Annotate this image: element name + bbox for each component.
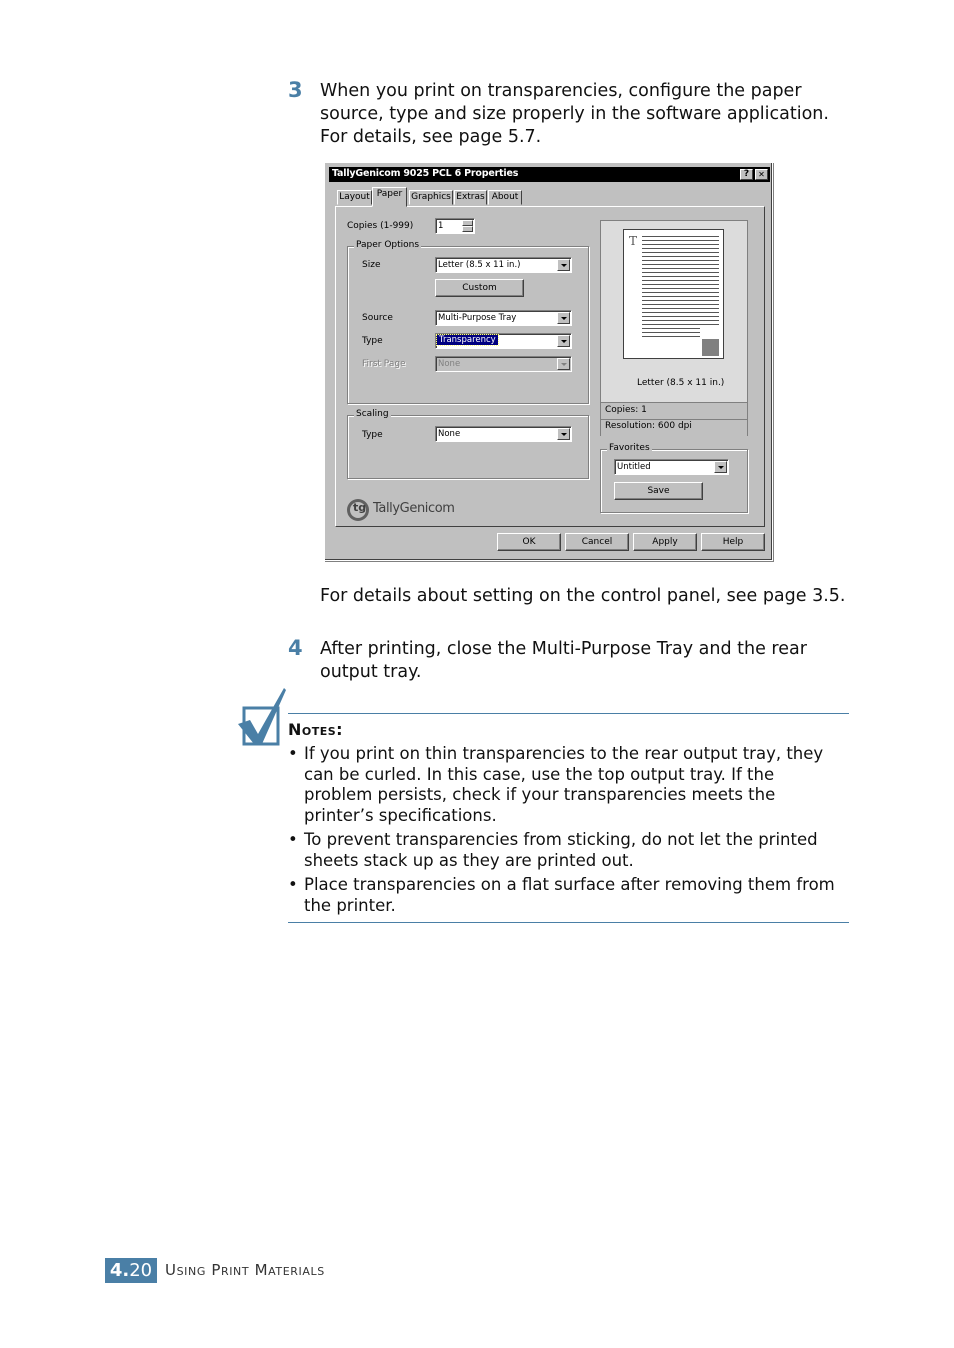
preview-text-line — [642, 312, 719, 313]
preview-text-line — [642, 300, 719, 301]
checkmark-notes-icon — [236, 686, 288, 748]
list-item — [288, 744, 848, 826]
preview-text-line — [642, 260, 719, 261]
custom-button[interactable]: Custom — [435, 279, 524, 297]
cancel-button[interactable]: Cancel — [565, 533, 629, 551]
preview-text-line — [642, 284, 719, 285]
type-select[interactable] — [435, 333, 572, 349]
printer-properties-dialog — [324, 162, 773, 561]
chevron-down-icon[interactable] — [557, 312, 570, 324]
chevron-down-icon[interactable] — [557, 259, 570, 271]
preview-text-lines — [642, 236, 719, 340]
help-title-button[interactable]: ? — [740, 169, 753, 180]
favorites-value: Untitled — [617, 462, 651, 472]
tab-paper[interactable]: Paper — [372, 187, 407, 207]
source-value: Multi-Purpose Tray — [438, 313, 517, 323]
ok-button[interactable]: OK — [497, 533, 561, 551]
chevron-down-icon[interactable] — [557, 428, 570, 440]
note-line: printer’s specifications. — [304, 805, 497, 825]
note-line: If you print on thin transparencies to the rear output tray, they — [304, 744, 824, 763]
preview-letter: T — [629, 234, 638, 248]
notes-top-rule — [288, 713, 849, 714]
note-line: can be curled. In this case, use the top output tray. If the — [304, 764, 775, 784]
preview-text-line — [642, 328, 700, 329]
note-line: sheets stack up as they are printed out. — [304, 850, 634, 870]
apply-button[interactable]: Apply — [633, 533, 697, 551]
preview-text-line — [642, 268, 719, 269]
chevron-down-icon[interactable] — [557, 335, 570, 347]
preview-image-block — [702, 339, 719, 356]
preview-text-line — [642, 296, 719, 297]
source-select[interactable] — [435, 310, 572, 326]
preview-info — [601, 402, 747, 436]
close-icon[interactable]: ✕ — [755, 169, 768, 180]
step-3-line: For details, see page 5.7. — [320, 127, 542, 147]
preview-text-line — [642, 316, 719, 317]
preview-text-line — [642, 304, 719, 305]
step-3-line: source, type and size properly in the software application. — [320, 104, 829, 124]
tab-layout[interactable]: Layout — [337, 190, 372, 205]
size-value: Letter (8.5 x 11 in.) — [438, 260, 521, 270]
preview-text-line — [642, 308, 719, 309]
preview-caption: Letter (8.5 x 11 in.) — [637, 378, 725, 388]
source-label: Source — [362, 313, 393, 323]
note-line: To prevent transparencies from sticking, do not let the printed — [304, 830, 818, 849]
type-value: Transparency — [439, 335, 496, 345]
scaling-group — [347, 409, 589, 479]
preview-copies: Copies: 1 — [605, 405, 647, 415]
step-number-4: 4 — [288, 636, 303, 660]
tab-extras[interactable]: Extras — [454, 190, 487, 205]
step-3-line: When you print on transparencies, configure the paper — [320, 81, 802, 101]
tab-graphics[interactable]: Graphics — [409, 190, 453, 205]
notes-list — [288, 744, 848, 916]
list-item — [288, 830, 848, 871]
spin-down-icon[interactable] — [462, 226, 473, 232]
page-number-page: 20 — [129, 1260, 153, 1281]
chevron-down-icon[interactable] — [714, 461, 727, 473]
save-button[interactable]: Save — [614, 482, 703, 500]
tallygenicom-logo-icon: tg — [347, 499, 369, 521]
preview-text-line — [642, 236, 719, 237]
dialog-title: TallyGenicom 9025 PCL 6 Properties — [332, 168, 519, 179]
bullet-dot: • — [288, 875, 298, 894]
first-page-select — [435, 356, 572, 372]
preview-text-line — [642, 244, 719, 245]
bullet-dot: • — [288, 830, 298, 849]
note-line: Place transparencies on a flat surface after removing them from — [304, 875, 835, 894]
step-4-line: output tray. — [320, 662, 422, 682]
copies-label: Copies (1-999) — [347, 221, 414, 231]
preview-text-line — [642, 320, 719, 321]
preview-text-line — [642, 272, 719, 273]
chevron-down-icon — [557, 358, 570, 370]
type-label: Type — [362, 336, 383, 346]
preview-text-line — [642, 280, 719, 281]
paper-options-title: Paper Options — [356, 240, 420, 250]
size-label: Size — [362, 260, 381, 270]
preview-text-line — [642, 252, 719, 253]
preview-text-line — [642, 248, 719, 249]
preview-sheet — [623, 229, 724, 359]
control-panel-note: For details about setting on the control panel, see page 3.5. — [320, 586, 846, 606]
step-3-text — [320, 80, 829, 149]
favorites-select[interactable] — [614, 459, 729, 475]
footer-section-title: Using Print Materials — [165, 1261, 325, 1279]
preview-text-line — [642, 288, 719, 289]
preview-text-line — [642, 240, 719, 241]
logo-text: TallyGenicom — [373, 501, 455, 516]
scaling-title: Scaling — [356, 409, 389, 419]
note-line: problem persists, check if your transparencies meets the — [304, 785, 776, 804]
preview-text-line — [642, 332, 700, 333]
scaling-type-select[interactable] — [435, 426, 572, 442]
page-number-badge — [105, 1258, 157, 1283]
preview-text-line — [642, 324, 719, 325]
notes-bottom-rule — [288, 922, 849, 923]
first-page-label: First Page — [362, 359, 406, 369]
copies-value: 1 — [438, 221, 444, 231]
preview-text-line — [642, 336, 700, 337]
copies-spinner[interactable] — [435, 218, 475, 234]
step-4-line: After printing, close the Multi-Purpose Tray and the rear — [320, 639, 807, 659]
step-number-3: 3 — [288, 78, 303, 102]
note-line: the printer. — [304, 895, 396, 915]
dialog-titlebar — [329, 167, 770, 182]
preview-text-line — [642, 292, 719, 293]
scaling-type-value: None — [438, 429, 461, 439]
size-select[interactable] — [435, 257, 572, 273]
first-page-value: None — [438, 359, 461, 369]
preview-text-line — [642, 276, 719, 277]
scaling-type-label: Type — [362, 430, 383, 440]
favorites-title: Favorites — [609, 443, 650, 453]
step-4-text — [320, 638, 807, 684]
tab-about[interactable]: About — [488, 190, 522, 205]
bullet-dot: • — [288, 744, 298, 763]
preview-text-line — [642, 264, 719, 265]
paper-preview — [600, 220, 748, 436]
notes-heading: Notes: — [288, 720, 344, 739]
list-item — [288, 875, 848, 916]
preview-resolution: Resolution: 600 dpi — [605, 421, 692, 431]
page-number-chapter: 4. — [109, 1260, 130, 1281]
preview-text-line — [642, 256, 719, 257]
help-button[interactable]: Help — [701, 533, 765, 551]
